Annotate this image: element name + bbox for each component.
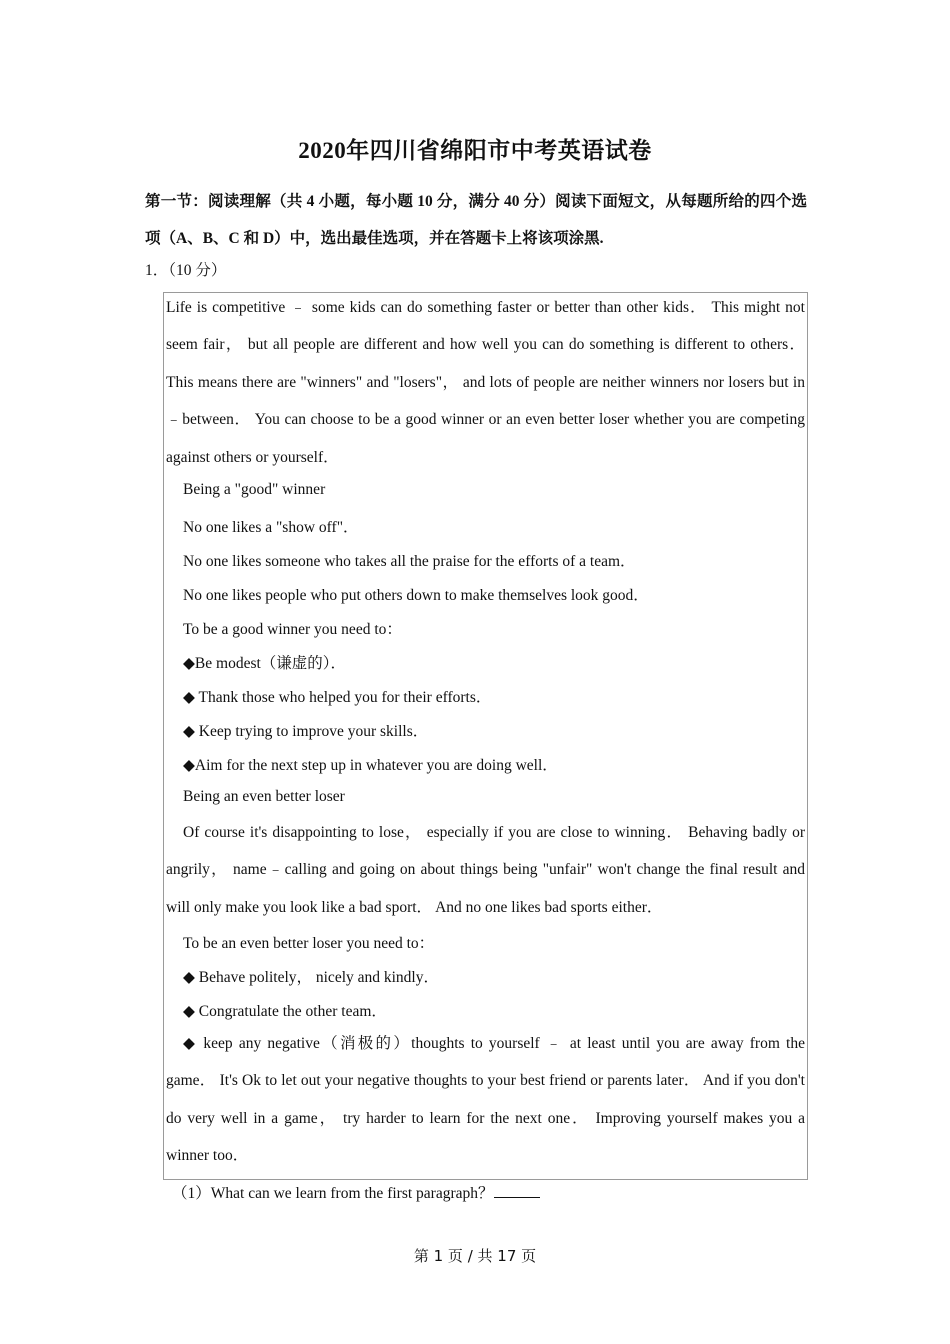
passage-paragraph-2: Of course it's disappointing to lose， especially if you are close to winning． Behaving badly or angrily， name﹣calling and going on about things being "unfair" won't change the final result and will only make you look like a bad sport． And no one likes bad sports either． xyxy=(166,824,805,916)
passage-heading-loser: Being an even better loser xyxy=(183,788,345,805)
passage-line: No one likes a "show off"． xyxy=(183,519,359,536)
passage-paragraph-1: Life is competitive ﹣ some kids can do something faster or better than other kids． This might not seem fair， but all people are different and how well you can do something is different to others． This means there are "winners" and "losers"， and lots of people are neither winners nor losers but in﹣between． You can choose to be a good winner or an even better loser whether you are competing against others or yourself． xyxy=(166,299,805,466)
page-footer: 第 1 页 / 共 17 页 xyxy=(413,1247,537,1265)
passage-line: To be an even better loser you need to： xyxy=(183,935,435,952)
passage-line: To be a good winner you need to： xyxy=(183,621,402,638)
answer-blank[interactable] xyxy=(494,1183,540,1198)
section-instructions: 第一节：阅读理解（共 4 小题，每小题 10 分，满分 40 分）阅读下面短文，从每题所给的四个选项（A、B、C 和 D）中，选出最佳选项，并在答题卡上将该项涂黑. xyxy=(145,193,807,247)
passage-bullet: ◆ Behave politely， nicely and kindly． xyxy=(183,969,439,986)
passage-bullet: ◆Be modest（谦虚的）． xyxy=(183,655,347,672)
sub-question-text: （1）What can we learn from the first paragraph？ xyxy=(172,1185,494,1202)
passage-bullet: ◆ Keep trying to improve your skills． xyxy=(183,723,429,740)
sub-question-1 xyxy=(172,1182,540,1206)
passage-bullet: ◆ Congratulate the other team． xyxy=(183,1003,387,1020)
passage-bullet: ◆Aim for the next step up in whatever you are doing well． xyxy=(183,757,558,774)
page-title: 2020年四川省绵阳市中考英语试卷 xyxy=(298,138,652,163)
question-number: 1．（10 分） xyxy=(145,262,227,279)
passage-line: No one likes people who put others down to make themselves look good． xyxy=(183,587,649,604)
passage-line: No one likes someone who takes all the praise for the efforts of a team． xyxy=(183,553,636,570)
passage-paragraph-3: ◆ keep any negative（消极的）thoughts to yourself ﹣ at least until you are away from the game． It's Ok to let out your negative thoughts to your best friend or parents later． And if you don't do very well in a game， try harder to learn for the next one． Improving yourself makes you a winner too． xyxy=(166,1035,805,1165)
passage-bullet: ◆ Thank those who helped you for their efforts． xyxy=(183,689,492,706)
passage-heading-winner: Being a "good" winner xyxy=(183,481,326,498)
